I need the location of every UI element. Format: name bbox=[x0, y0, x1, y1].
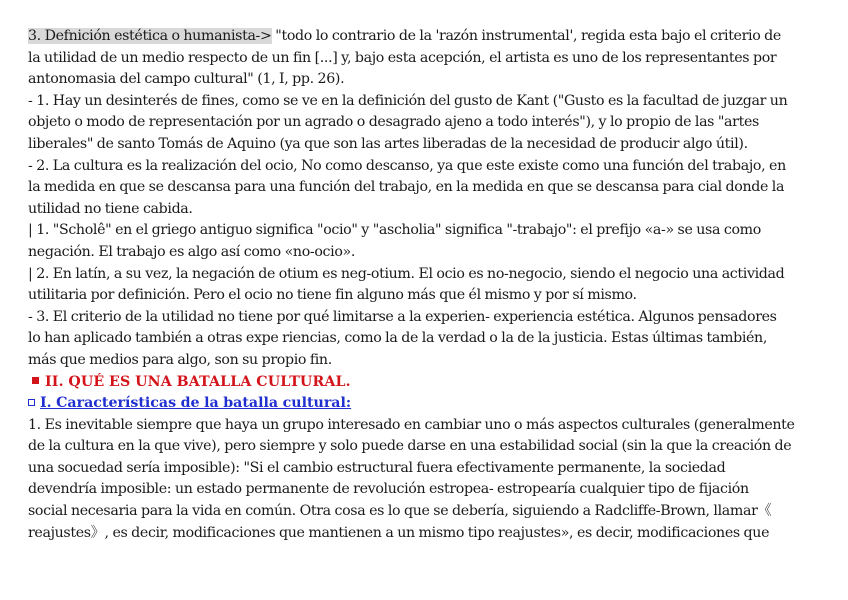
text-line: 1. Es inevitable siempre que haya un grupo interesado en cambiar uno o más aspectos culturales (generalmente bbox=[28, 416, 795, 433]
text-line: negación. El trabajo es algo así como «no-ocio». bbox=[28, 243, 355, 260]
text-line: objeto o modo de representación por un agrado o desagrado ajeno a todo interés"), y lo propio de las "artes bbox=[28, 114, 759, 131]
section-heading bbox=[28, 372, 828, 394]
subsection-heading-text: I. Características de la batalla cultural: bbox=[40, 395, 352, 412]
text-line: una socuedad sería imposible): "Si el cambio estructural fuera efectivamente permanente, la sociedad bbox=[28, 459, 726, 476]
text-line: antonomasia del campo cultural" (1, I, pp. 26). bbox=[28, 71, 345, 88]
text-line: - 1. Hay un desinterés de fines, como se ve en la definición del gusto de Kant ("Gusto es la facultad de juzgar un bbox=[28, 92, 788, 109]
text-line: utilidad no tiene cabida. bbox=[28, 200, 193, 217]
text-line: la utilidad de un medio respecto de un fin [...] y, bajo esta acepción, el artista es uno de los representantes por bbox=[28, 49, 777, 66]
text-line: liberales" de santo Tomás de Aquino (ya que son las artes liberadas de la necesidad de producir algo útil). bbox=[28, 135, 748, 152]
outline-square-bullet-icon bbox=[28, 399, 35, 406]
text-line: | 1. "Scholê" en el griego antiguo significa "ocio" y "ascholia" significa "-trabajo": el prefijo «a-» se usa como bbox=[28, 222, 761, 239]
subsection-heading[interactable] bbox=[28, 393, 828, 415]
text-line: la medida en que se descansa para una función del trabajo, en la medida en que se descansa para cial donde la bbox=[28, 179, 785, 196]
text-line: devendría imposible: un estado permanente de revolución estropea- estropearía cualquier tipo de fijación bbox=[28, 481, 749, 498]
text-line: de la cultura en la que vive), pero siempre y solo puede darse en una estabilidad social (sin la que la creación de bbox=[28, 438, 792, 455]
text-line: - 3. El criterio de la utilidad no tiene por qué limitarse a la experien- experiencia estética. Algunos pensadores bbox=[28, 308, 777, 325]
text-line: más que medios para algo, son su propio fin. bbox=[28, 351, 332, 368]
filled-square-bullet-icon bbox=[32, 377, 39, 384]
text-line: social necesaria para la vida en común. Otra cosa es lo que se debería, siguiendo a Radcliffe-Brown, llamar《 bbox=[28, 503, 772, 520]
text-line bbox=[28, 26, 828, 48]
highlighted-text: 3. Defnición estética o humanista-> bbox=[28, 28, 272, 44]
section-heading-text: II. QUÉ ES UNA BATALLA CULTURAL. bbox=[45, 373, 351, 390]
document-body bbox=[28, 26, 828, 544]
text-line: utilitaria por definición. Pero el ocio no tiene fin alguno más que él mismo y por sí mismo. bbox=[28, 287, 637, 304]
text-line: reajustes》, es decir, modificaciones que mantienen a un mismo tipo reajustes», es decir, modificaciones que bbox=[28, 524, 770, 541]
text-span: "todo lo contrario de la 'razón instrumental', regida esta bajo el criterio de bbox=[271, 28, 781, 44]
text-line: - 2. La cultura es la realización del ocio, No como descanso, ya que este existe como una función del trabajo, en bbox=[28, 157, 786, 174]
text-line: | 2. En latín, a su vez, la negación de otium es neg-otium. El ocio es no-negocio, siendo el negocio una actividad bbox=[28, 265, 785, 282]
text-line: lo han aplicado también a otras expe riencias, como la de la verdad o la de la justicia. Estas últimas también, bbox=[28, 330, 767, 347]
